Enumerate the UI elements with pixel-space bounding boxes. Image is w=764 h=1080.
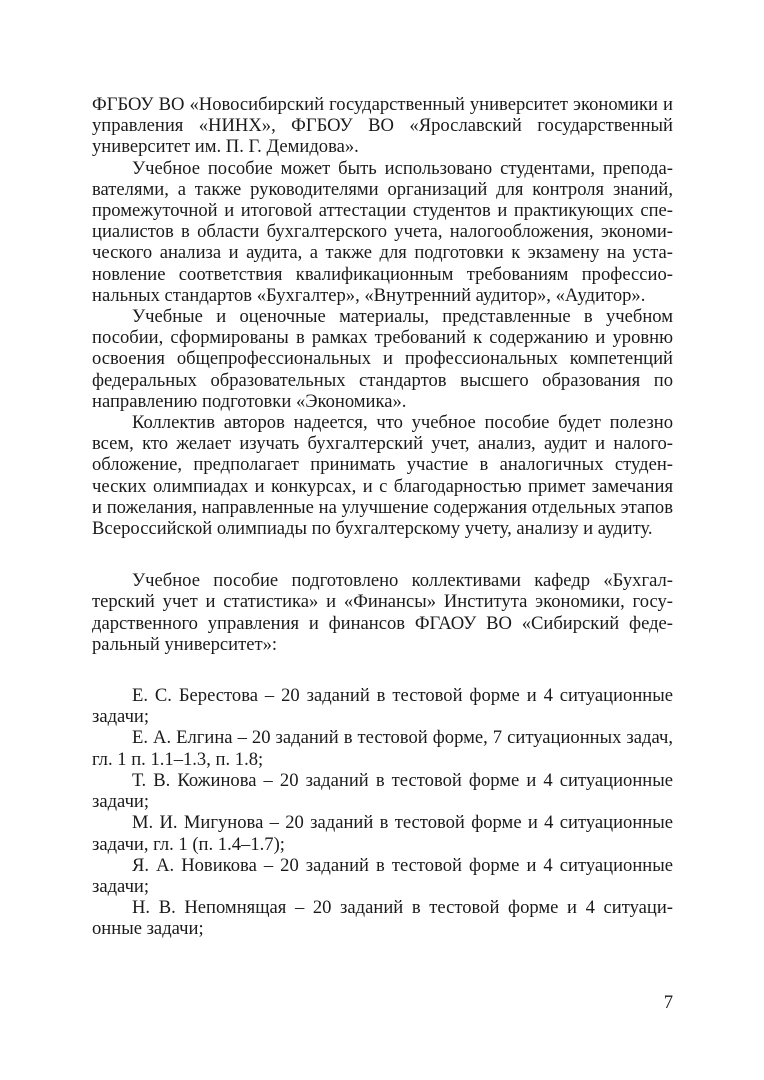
page-number: 7 [663,992,673,1013]
intro-paragraph-authors-hope: Коллектив авторов надеется, что учебное пособие будет полезно всем, кто желает изучать бухгалтерский учет, анализ, аудит и налогообложение, предполагает принимать участие в аналогичных студенческих олимпиадах и конкурсах, и с благодарностью примет замечания и пожелания, направленные на улучшение содержания отдельных этапов Всероссийской олимпиады по бухгалтерскому учету, анализу и аудиту. [92,412,673,540]
author-entry: Я. А. Новикова – 20 заданий в тестовой форме и 4 ситуационные задачи; [92,854,673,897]
body-text [92,94,673,940]
author-entry: Е. А. Елгина – 20 заданий в тестовой форме, 7 ситуационных задач, гл. 1 п. 1.1–1.3, п. 1.8; [92,727,673,770]
spacer [92,655,673,685]
intro-paragraph-usage: Учебное пособие может быть использовано студентами, преподавателями, а также руководителями организаций для контроля знаний, промежуточной и итоговой аттестации студентов и практикующих специалистов в области бухгалтерского учета, налогообложения, экономического анализа и аудита, а также для подготовки к экзамену на установление соответствия квалификационным требованиям профессиональных стандартов «Бухгалтер», «Внутренний аудитор», «Аудитор». [92,157,673,306]
author-entry: Т. В. Кожинова – 20 заданий в тестовой форме и 4 ситуационные задачи; [92,769,673,813]
intro-paragraph-continuation: ФГБОУ ВО «Новосибирский государственный университет экономики и управления «НИНХ», ФГБОУ ВО «Ярославский государственный университет им. П. Г. Демидова». [92,94,673,158]
prepared-by-paragraph: Учебное пособие подготовлено коллективами кафедр «Бухгалтерский учет и статистика» и «Финансы» Института экономики, государственного управления и финансов ФГАОУ ВО «Сибирский федеральный университет»: [92,570,673,655]
intro-paragraph-materials: Учебные и оценочные материалы, представленные в учебном пособии, сформированы в рамках требований к содержанию и уровню освоения общепрофессиональных и профессиональных компетенций федеральных образовательных стандартов высшего образования по направлению подготовки «Экономика». [92,306,673,412]
author-entry: Н. В. Непомнящая – 20 заданий в тестовой форме и 4 ситуационные задачи; [92,897,673,940]
author-entry: Е. С. Берестова – 20 заданий в тестовой форме и 4 ситуационные задачи; [92,685,673,728]
author-entry: М. И. Мигунова – 20 заданий в тестовой форме и 4 ситуационные задачи, гл. 1 (п. 1.4–1.7); [92,812,673,855]
spacer [92,539,673,570]
